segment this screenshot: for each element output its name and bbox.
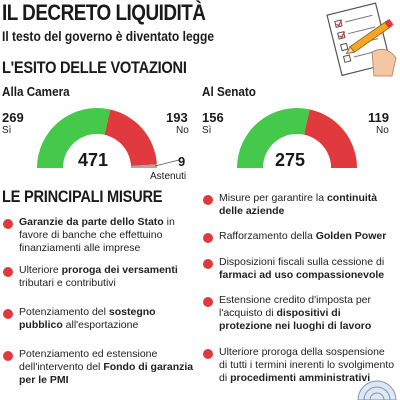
measure-item — [0, 216, 195, 255]
senato-chart-title: Al Senato — [202, 84, 256, 99]
publisher-seal-icon — [354, 378, 400, 400]
measure-highlight: dispositivi di protezione nei luoghi di lavoro — [219, 307, 372, 332]
measure-highlight: proroga dei versamenti — [61, 264, 178, 276]
measure-text — [219, 294, 395, 333]
measure-fragment: Potenziamento ed estensione dell'intervento del — [19, 348, 158, 373]
measure-text — [19, 264, 195, 290]
measure-text — [219, 192, 395, 218]
camera-abstain-leader-line — [155, 160, 179, 166]
senato-yes-label: Sì — [202, 125, 212, 136]
bullet-dot-icon — [203, 233, 213, 243]
camera-abstain-label: Astenuti — [150, 171, 187, 182]
document-with-pencil-icon — [310, 0, 400, 78]
measure-highlight: Golden Power — [315, 230, 387, 242]
measure-fragment: Potenziamento del — [19, 306, 109, 318]
measure-fragment: Ulteriore proroga della sospensione di tutti i termini inerenti lo svolgimento di — [219, 346, 395, 384]
measure-text — [219, 256, 395, 282]
bullet-dot-icon — [3, 351, 13, 361]
measure-item — [200, 256, 395, 282]
measure-fragment: all'esportazione — [62, 319, 139, 331]
senato-yes-value: 156 — [202, 110, 224, 125]
measure-item — [0, 264, 195, 290]
measure-highlight: Garanzie da parte dello Stato — [19, 216, 164, 228]
bullet-dot-icon — [3, 219, 13, 229]
measure-highlight: farmaci ad uso compassionevole — [219, 269, 385, 281]
measure-fragment: tributari e contributivi — [19, 277, 116, 289]
bullet-dot-icon — [203, 195, 213, 205]
measure-item — [200, 294, 395, 333]
measure-fragment: Estensione credito d'imposta per l'acquisto di — [219, 294, 372, 319]
camera-no-value: 193 — [166, 110, 188, 125]
camera-yes-value: 269 — [2, 110, 24, 125]
measure-fragment: Disposizioni fiscali sulla cessione di — [219, 256, 385, 268]
measure-text — [219, 230, 386, 243]
votes-section-title: L'ESITO DELLE VOTAZIONI — [2, 58, 187, 77]
senato-chart — [200, 84, 395, 186]
measure-highlight: procedimenti amministrativi — [230, 372, 371, 384]
measure-text — [19, 216, 195, 255]
measure-highlight: sostegno pubblico — [19, 306, 156, 331]
bullet-dot-icon — [203, 259, 213, 269]
camera-chart — [0, 84, 195, 186]
measure-fragment: Rafforzamento della — [219, 230, 316, 242]
bullet-dot-icon — [203, 349, 213, 359]
measure-fragment: in favore di banche che effettuino finanziamenti alle imprese — [19, 216, 175, 254]
bullet-dot-icon — [203, 297, 213, 307]
measure-item — [200, 192, 395, 218]
measure-text — [19, 348, 195, 387]
measures-section-title: LE PRINCIPALI MISURE — [2, 187, 163, 206]
camera-abstain-value: 9 — [178, 154, 186, 169]
senato-total-value: 275 — [274, 150, 306, 170]
measure-highlight: Fondo di garanzia per le PMI — [19, 361, 194, 386]
measure-item — [0, 348, 195, 387]
camera-chart-title: Alla Camera — [2, 84, 70, 99]
camera-yes-label: Sì — [2, 125, 12, 136]
page-subtitle: Il testo del governo è diventato legge — [2, 28, 215, 44]
measure-item — [200, 230, 395, 243]
senato-no-label: No — [376, 125, 389, 136]
bullet-dot-icon — [3, 309, 13, 319]
measure-fragment: Misure per garantire la — [219, 192, 327, 204]
measure-item — [0, 306, 195, 332]
measure-text — [19, 306, 195, 332]
camera-total-value: 471 — [77, 150, 109, 170]
page-title: IL DECRETO LIQUIDITÀ — [2, 0, 206, 25]
senato-no-value: 119 — [368, 110, 389, 125]
bullet-dot-icon — [3, 267, 13, 277]
camera-no-label: No — [176, 125, 189, 136]
measure-fragment: Ulteriore — [19, 264, 62, 276]
measure-highlight: continuità delle aziende — [219, 192, 378, 217]
